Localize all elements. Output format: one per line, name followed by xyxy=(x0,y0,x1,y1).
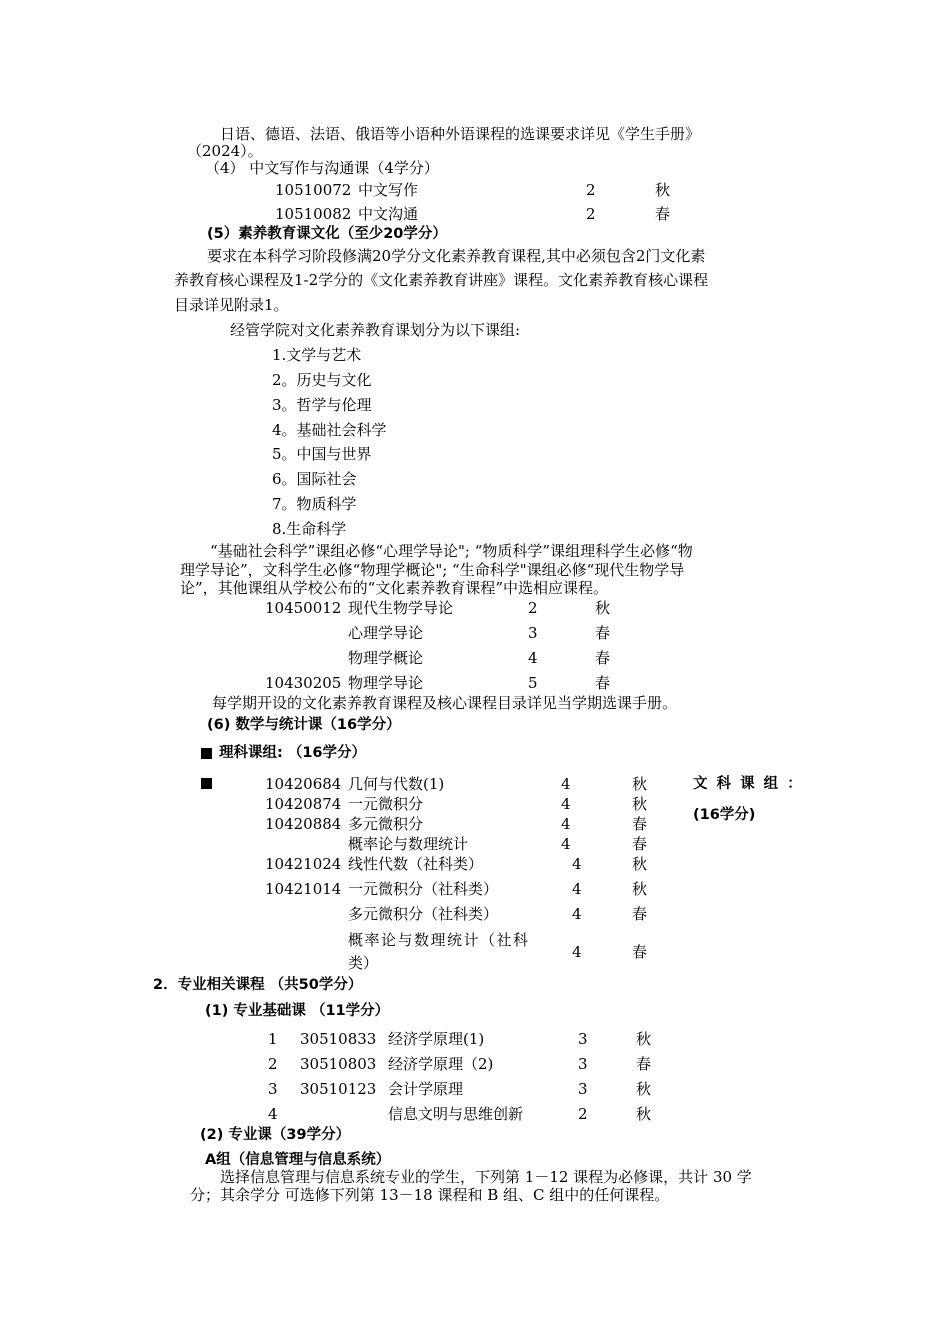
row-number: 4 xyxy=(268,1105,278,1123)
part-2-title: 2．专业相关课程 （共50学分） xyxy=(153,977,363,993)
group-a-paragraph: 选择信息管理与信息系统专业的学生，下列第 1－12 课程为必修课，共计 30 学 xyxy=(220,1168,752,1186)
science-group-label: 理科课组: （16学分） xyxy=(219,745,367,761)
course-name: 一元微积分 xyxy=(348,795,424,813)
course-name: 几何与代数(1) xyxy=(348,775,445,793)
course-credit: 3 xyxy=(528,624,538,642)
group-item: 3。哲学与伦理 xyxy=(272,396,372,414)
course-term: 春 xyxy=(632,815,648,833)
course-credit: 4 xyxy=(561,795,571,813)
group-item: 1.文学与艺术 xyxy=(272,346,362,364)
section-5-note: 每学期开设的文化素养教育课程及核心课程目录详见当学期选课手册。 xyxy=(212,694,678,712)
course-name: 多元微积分 xyxy=(348,815,424,833)
course-name: 经济学原理（2) xyxy=(388,1055,494,1073)
course-name-cont: 类） xyxy=(348,954,379,972)
course-code: 10421014 xyxy=(265,880,342,898)
course-term: 春 xyxy=(632,835,648,853)
group-a-paragraph: 分；其余学分 可选修下列第 13－18 课程和 B 组、C 组中的任何课程。 xyxy=(190,1186,670,1204)
requirement-line: 理学导论”，文科学生必修“物理学概论"; “生命科学"课组必修“现代生物学导 xyxy=(180,561,685,579)
course-credit: 2 xyxy=(528,599,538,617)
course-term: 春 xyxy=(595,649,611,667)
course-credit: 2 xyxy=(586,205,596,223)
course-code: 10420884 xyxy=(265,815,342,833)
course-name: 多元微积分（社科类） xyxy=(348,905,499,923)
course-credit: 2 xyxy=(578,1105,588,1123)
course-term: 秋 xyxy=(632,880,648,898)
course-code: 30510123 xyxy=(300,1080,377,1098)
intro-line: （2024）。 xyxy=(187,142,263,160)
bullet-square-icon xyxy=(201,778,212,789)
group-item: 8.生命科学 xyxy=(272,520,347,538)
course-credit: 3 xyxy=(578,1080,588,1098)
course-credit: 4 xyxy=(561,815,571,833)
section-5-paragraph: 养教育核心课程及1-2学分的《文化素养教育讲座》课程。文化素养教育核心课程 xyxy=(174,271,709,289)
course-term: 春 xyxy=(636,1055,652,1073)
course-credit: 3 xyxy=(578,1055,588,1073)
course-code: 10420684 xyxy=(265,775,342,793)
section-5-paragraph: 目录详见附录1。 xyxy=(174,296,289,314)
group-item: 2。历史与文化 xyxy=(272,371,372,389)
course-name: 中文写作 xyxy=(358,181,419,199)
course-name: 概率论与数理统计（社科 xyxy=(348,931,530,949)
course-credit: 3 xyxy=(578,1030,588,1048)
course-term: 秋 xyxy=(636,1105,652,1123)
course-term: 秋 xyxy=(636,1080,652,1098)
course-term: 春 xyxy=(632,943,648,961)
course-term: 秋 xyxy=(595,599,611,617)
course-term: 秋 xyxy=(632,775,648,793)
group-a-title: A组（信息管理与信息系统） xyxy=(205,1152,391,1168)
course-term: 春 xyxy=(595,624,611,642)
course-credit: 4 xyxy=(572,880,582,898)
course-term: 秋 xyxy=(632,795,648,813)
course-term: 春 xyxy=(655,205,671,223)
row-number: 2 xyxy=(268,1055,278,1073)
course-name: 现代生物学导论 xyxy=(348,599,454,617)
course-credit: 4 xyxy=(572,855,582,873)
course-name: 物理学概论 xyxy=(348,649,424,667)
section-6-title: (6) 数学与统计课（16学分） xyxy=(207,717,401,733)
course-name: 信息文明与思维创新 xyxy=(388,1105,524,1123)
part-2-sub1: (1) 专业基础课 （11学分） xyxy=(205,1003,390,1019)
course-credit: 2 xyxy=(586,181,596,199)
course-code: 10510082 xyxy=(275,205,352,223)
course-name: 会计学原理 xyxy=(388,1080,464,1098)
course-credit: 4 xyxy=(572,943,582,961)
course-code: 10420874 xyxy=(265,795,342,813)
intro-line: 日语、德语、法语、俄语等小语种外语课程的选课要求详见《学生手册》 xyxy=(220,125,701,143)
course-name: 心理学导论 xyxy=(348,624,424,642)
liberal-group-label: 文 科 课 组 ： xyxy=(693,776,804,792)
group-item: 4。基础社会科学 xyxy=(272,421,387,439)
course-term: 春 xyxy=(632,905,648,923)
group-item: 7。物质科学 xyxy=(272,495,357,513)
group-item: 6。国际社会 xyxy=(272,470,357,488)
course-code: 10430205 xyxy=(265,674,342,692)
course-credit: 4 xyxy=(528,649,538,667)
bullet-square-icon xyxy=(201,748,212,759)
liberal-group-credits: (16学分) xyxy=(693,807,756,823)
row-number: 1 xyxy=(268,1030,278,1048)
course-term: 秋 xyxy=(655,181,671,199)
course-name: 中文沟通 xyxy=(358,205,419,223)
course-term: 春 xyxy=(595,674,611,692)
section-5-paragraph: 要求在本科学习阶段修满20学分文化素养教育课程,其中必须包含2门文化素 xyxy=(207,247,706,265)
course-name: 概率论与数理统计 xyxy=(348,835,469,853)
course-code: 10510072 xyxy=(275,181,352,199)
course-name: 物理学导论 xyxy=(348,674,424,692)
requirement-line: 论”，其他课组从学校公布的“文化素养教育课程”中选相应课程。 xyxy=(180,579,609,597)
course-credit: 4 xyxy=(561,835,571,853)
requirement-line: “基础社会科学”课组必修“心理学导论"; “物质科学”课组理科学生必修“物 xyxy=(210,542,693,560)
course-code: 10421024 xyxy=(265,855,342,873)
row-number: 3 xyxy=(268,1080,278,1098)
course-term: 秋 xyxy=(632,855,648,873)
course-name: 一元微积分（社科类） xyxy=(348,880,499,898)
course-code: 30510833 xyxy=(300,1030,377,1048)
course-credit: 4 xyxy=(572,905,582,923)
course-name: 线性代数（社科类） xyxy=(348,855,484,873)
part-2-sub2: (2) 专业课（39学分） xyxy=(200,1127,351,1143)
group-item: 5。中国与世界 xyxy=(272,445,372,463)
groups-intro: 经管学院对文化素养教育课划分为以下课组: xyxy=(230,321,521,339)
course-name: 经济学原理(1) xyxy=(388,1030,485,1048)
course-term: 秋 xyxy=(636,1030,652,1048)
course-code: 30510803 xyxy=(300,1055,377,1073)
section-5-title: (5）素养教育课文化（至少20学分） xyxy=(207,226,447,242)
course-credit: 4 xyxy=(561,775,571,793)
course-code: 10450012 xyxy=(265,599,342,617)
course-credit: 5 xyxy=(528,674,538,692)
section-4-title: （4） 中文写作与沟通课（4学分） xyxy=(205,159,439,177)
